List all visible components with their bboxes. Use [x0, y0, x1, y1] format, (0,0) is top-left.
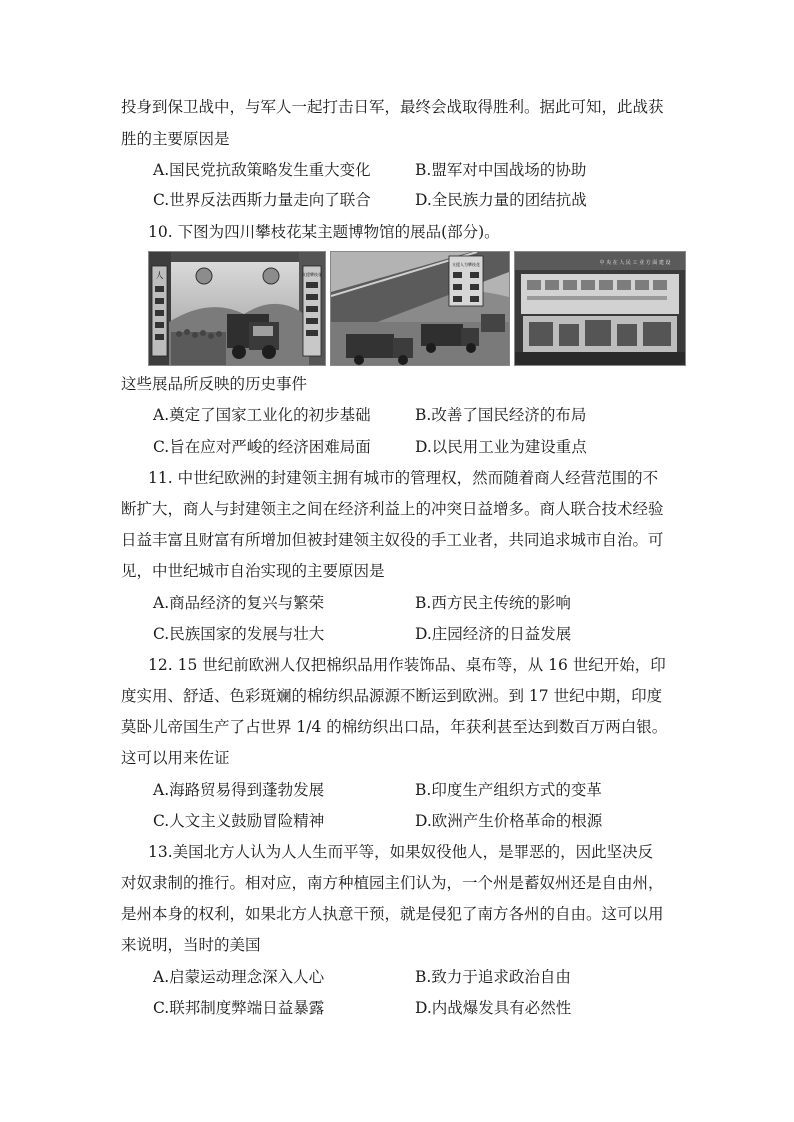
q12-stem-line-4: 这可以用来佐证 — [121, 749, 230, 767]
q13-option-b: B.致力于追求政治自由 — [415, 968, 571, 986]
q11-option-c: C.民族国家的发展与壮大 — [153, 625, 325, 643]
q11-stem-line-1: 11. 中世纪欧洲的封建领主拥有城市的管理权，然而随着商人经营范围的不 — [148, 469, 659, 487]
q12-option-a: A.海路贸易得到蓬勃发展 — [153, 781, 325, 799]
q10-stem: 10. 下图为四川攀枝花某主题博物馆的展品(部分)。 — [148, 223, 500, 241]
q12-stem-line-2: 度实用、舒适、色彩斑斓的棉纺织品源源不断运到欧洲。到 17 世纪中期，印度 — [121, 687, 663, 705]
q9-option-a: A.国民党抗敌策略发生重大变化 — [153, 161, 371, 179]
q10-option-b: B.改善了国民经济的布局 — [415, 406, 587, 424]
q13-stem-line-3: 是州本身的权利，如果北方人执意干预，就是侵犯了南方各州的自由。这可以用 — [121, 905, 664, 923]
q12-option-d: D.欧洲产生价格革命的根源 — [415, 812, 603, 830]
q11-stem-line-3: 日益丰富且财富有所增加但被封建领主奴役的手工业者，共同追求城市自治。可 — [121, 531, 664, 549]
q9-option-c: C.世界反法西斯力量走向了联合 — [153, 191, 371, 209]
q12-stem-line-1: 12. 15 世纪前欧洲人仅把棉织品用作装饰品、桌布等，从 16 世纪开始，印 — [148, 656, 666, 674]
q11-option-a: A.商品经济的复兴与繁荣 — [153, 594, 325, 612]
q13-stem-line-4: 来说明，当时的美国 — [121, 936, 261, 954]
q11-stem-line-2: 断扩大，商人与封建领主之间在经济利益上的冲突日益增多。商人联合技术经验 — [121, 500, 664, 518]
q13-option-a: A.启蒙运动理念深入人心 — [153, 968, 325, 986]
q9-stem-line-2: 胜的主要原因是 — [121, 130, 230, 148]
q9-option-b: B.盟军对中国战场的协助 — [415, 161, 587, 179]
q9-stem-line-1: 投身到保卫战中，与军人一起打击日军，最终会战取得胜利。据此可知，此战获 — [121, 98, 664, 116]
q10-option-a: A.奠定了国家工业化的初步基础 — [153, 406, 371, 424]
q13-stem-line-1: 13.美国北方人认为人人生而平等，如果奴役他人，是罪恶的，因此坚决反 — [148, 843, 654, 861]
q12-option-c: C.人文主义鼓励冒险精神 — [153, 812, 325, 830]
q13-option-c: C.联邦制度弊端日益暴露 — [153, 999, 325, 1017]
q13-option-d: D.内战爆发具有必然性 — [415, 999, 572, 1017]
photo1-banner: 支援攀枝花 — [302, 272, 322, 277]
q11-stem-line-4: 见，中世纪城市自治实现的主要原因是 — [121, 562, 385, 580]
museum-photo-1 — [148, 251, 326, 366]
q10-question: 这些展品所反映的历史事件 — [121, 375, 308, 393]
photo1-side-sign: 人 — [155, 271, 164, 280]
q9-option-d: D.全民族力量的团结抗战 — [415, 191, 587, 209]
q10-option-d: D.以民用工业为建设重点 — [415, 438, 587, 456]
museum-photo-3 — [514, 251, 686, 366]
museum-photo-2 — [330, 251, 510, 366]
q12-stem-line-3: 莫卧儿帝国生产了占世界 1/4 的棉纺织出口品，年获利甚至达到数百万两白银。 — [121, 718, 668, 736]
q13-stem-line-2: 对奴隶制的推行。相对应，南方种植园主们认为，一个州是蓄奴州还是自由州， — [121, 874, 664, 892]
q11-option-d: D.庄园经济的日益发展 — [415, 625, 572, 643]
photo3-banner: 中 央 在 人 民 工 业 方 面 建 设 — [599, 260, 671, 266]
q10-option-c: C.旨在应对严峻的经济困难局面 — [153, 438, 371, 456]
q12-option-b: B.印度生产组织方式的变革 — [415, 781, 602, 799]
photo2-banner: 支援人为攀枝花 — [452, 262, 480, 267]
q11-option-b: B.西方民主传统的影响 — [415, 594, 571, 612]
